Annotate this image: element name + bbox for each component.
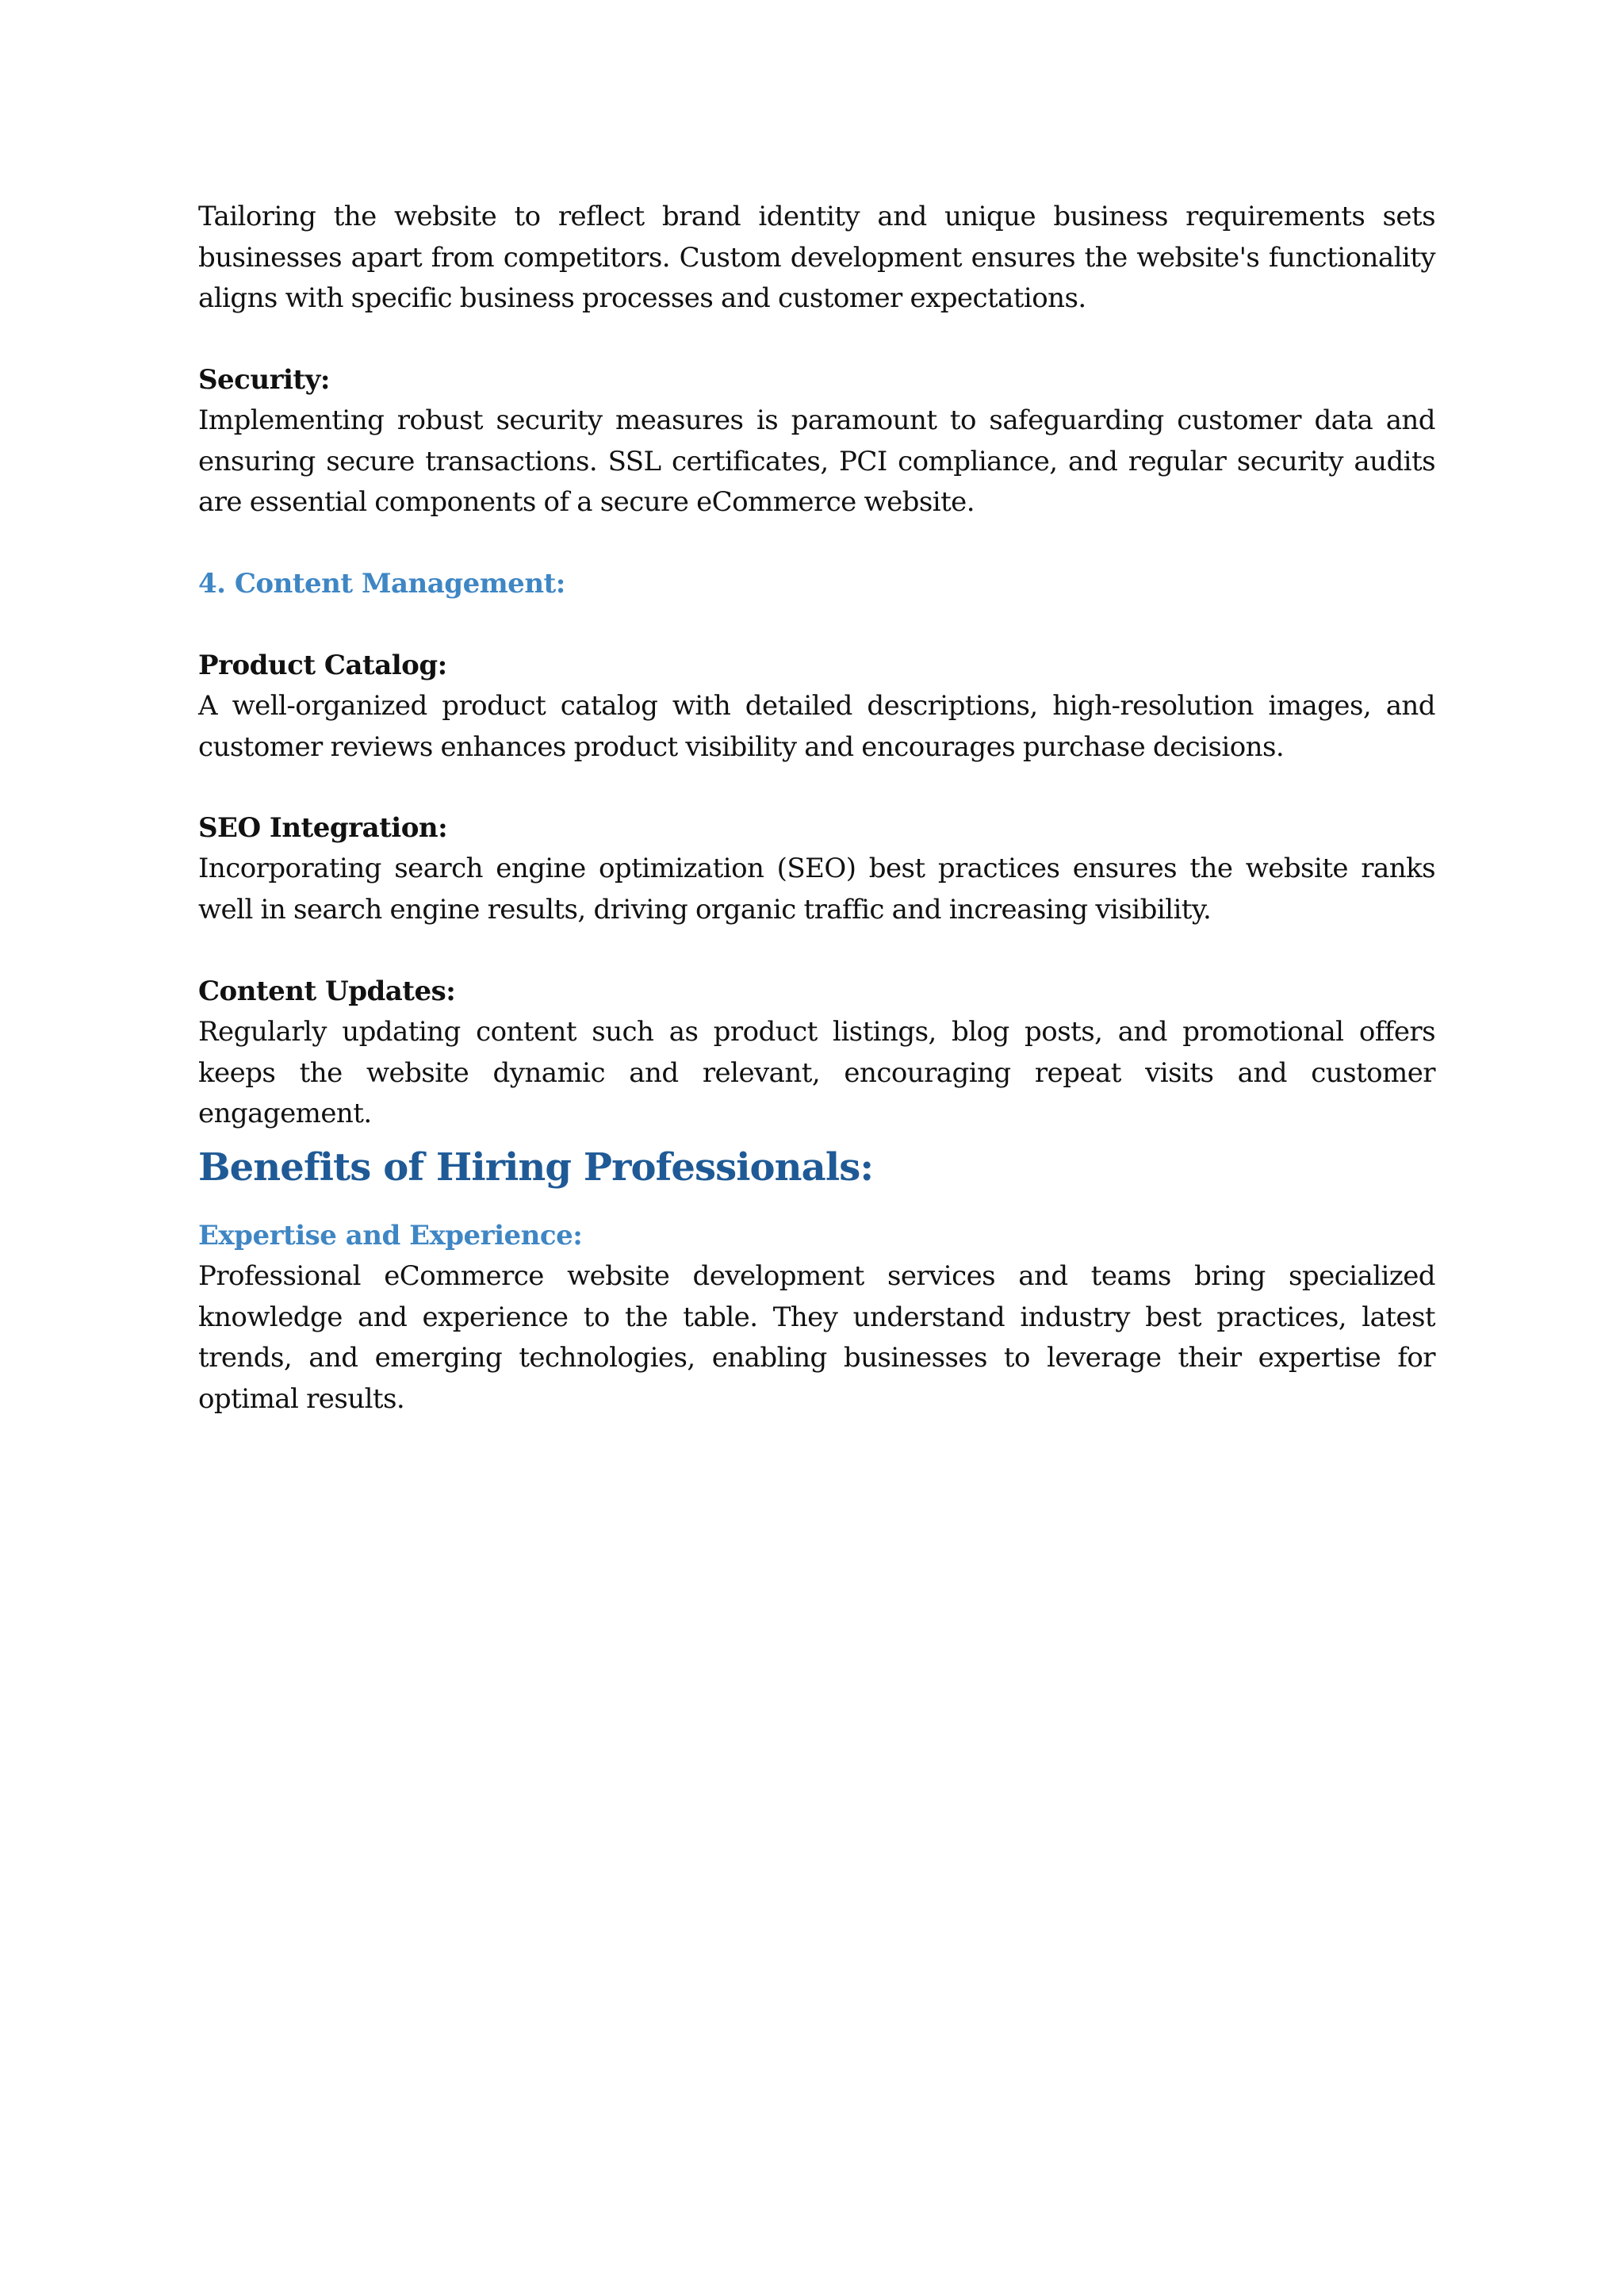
expertise-heading: Expertise and Experience: bbox=[198, 1220, 583, 1251]
benefits-heading: Benefits of Hiring Professionals: bbox=[198, 1145, 874, 1190]
security-paragraph: Implementing robust security measures is paramount to safeguarding customer data and ensuring secure transactions. SSL certificates, PCI compliance, and regular security audits are essential components of a secure eCommerce website. bbox=[198, 404, 1435, 518]
content-updates-heading: Content Updates: bbox=[198, 976, 456, 1007]
seo-integration-heading: SEO Integration: bbox=[198, 812, 448, 844]
content-updates-paragraph: Regularly updating content such as product listings, blog posts, and promotional offers keeps the website dynamic and relevant, encouraging repeat visits and customer engagement. bbox=[198, 1016, 1435, 1129]
security-heading: Security: bbox=[198, 364, 330, 396]
product-catalog-heading: Product Catalog: bbox=[198, 650, 447, 681]
content-management-heading: 4. Content Management: bbox=[198, 568, 565, 600]
intro-paragraph: Tailoring the website to reflect brand identity and unique business requirements sets businesses apart from competitors. Custom development ensures the website's functionality aligns with specific business processes and customer expectations. bbox=[198, 201, 1435, 314]
product-catalog-paragraph: A well-organized product catalog with detailed descriptions, high-resolution images, and customer reviews enhances product visibility and encourages purchase decisions. bbox=[198, 690, 1435, 763]
seo-integration-paragraph: Incorporating search engine optimization (SEO) best practices ensures the website ranks well in search engine results, driving organic traffic and increasing visibility. bbox=[198, 853, 1435, 926]
expertise-paragraph: Professional eCommerce website development services and teams bring specialized knowledge and experience to the table. They understand industry best practices, latest trends, and emerging technologies, enabling businesses to leverage their expertise for optimal results. bbox=[198, 1260, 1435, 1415]
